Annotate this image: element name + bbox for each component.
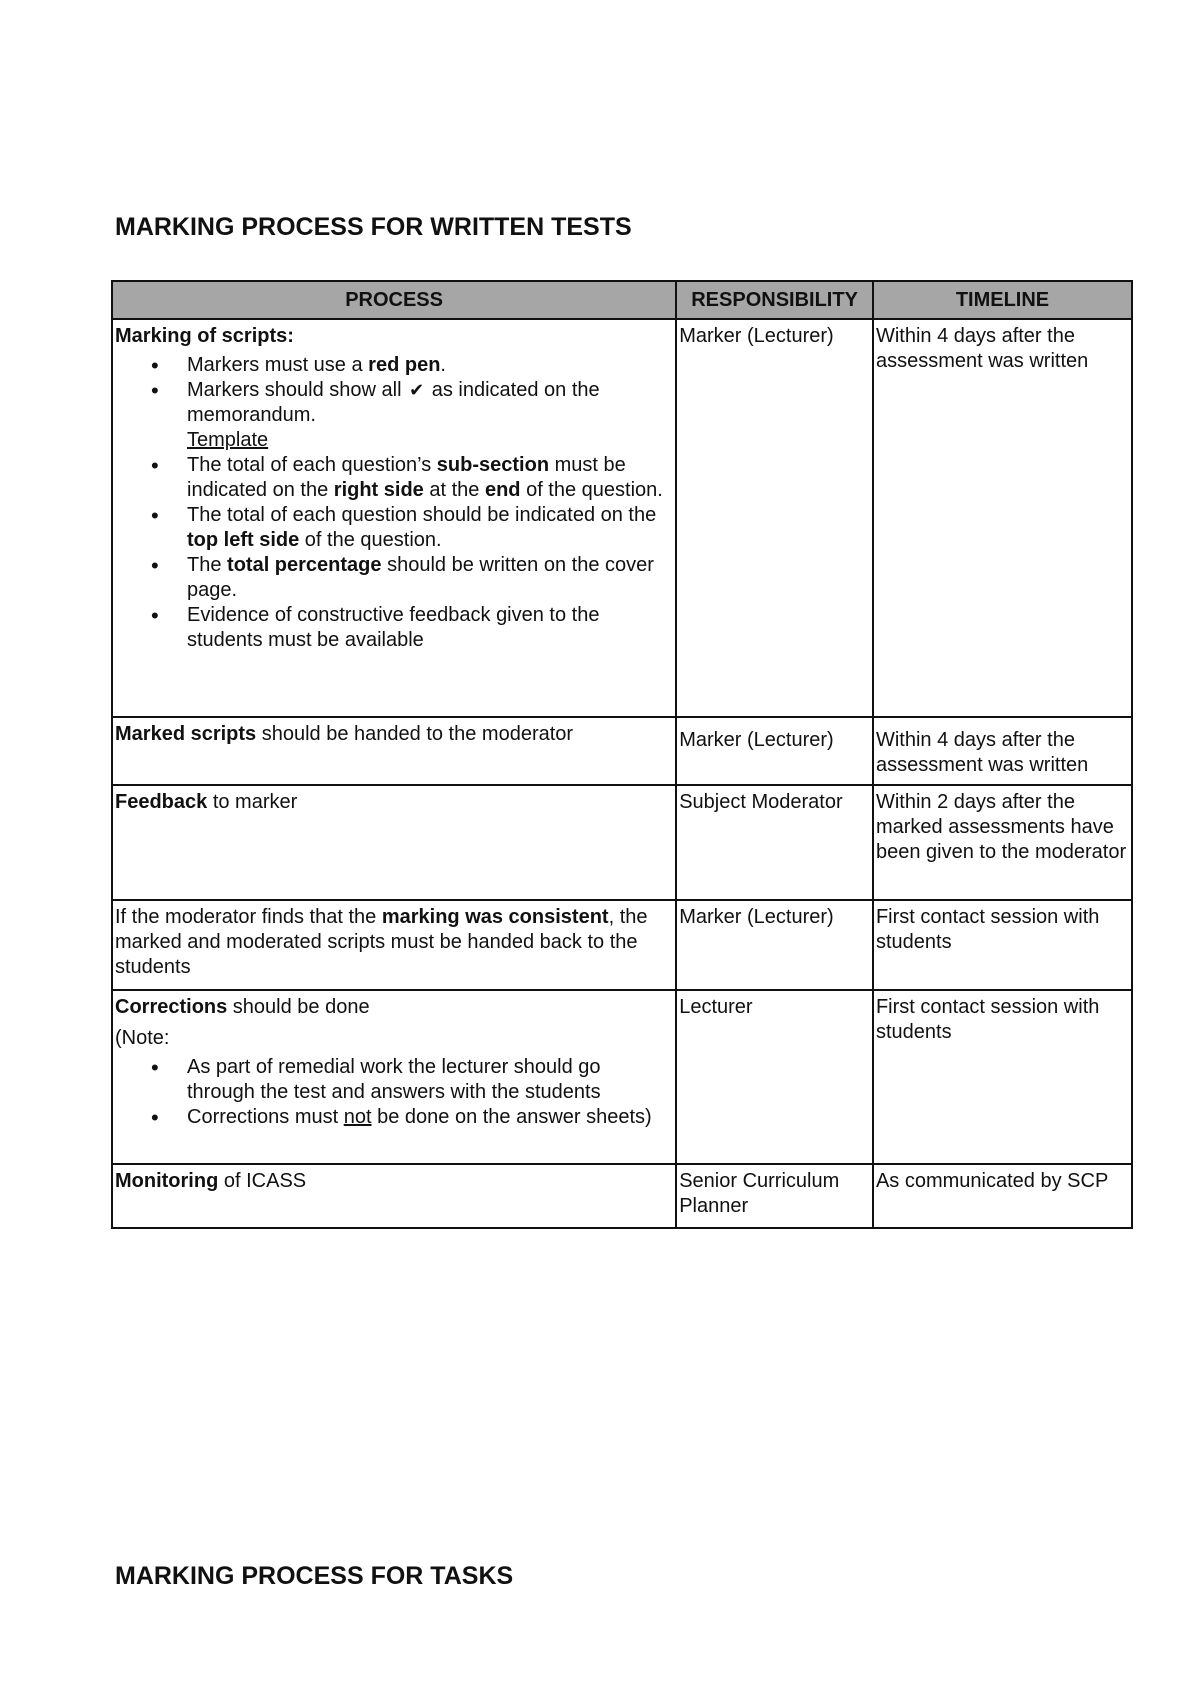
table-row — [112, 1164, 1132, 1228]
list-item — [187, 553, 673, 603]
text: of the question. — [520, 479, 663, 501]
bullet-list — [115, 353, 673, 653]
text: The total of each question’s — [187, 454, 437, 476]
responsibility-cell — [676, 990, 873, 1164]
responsibility-cell — [676, 717, 873, 785]
process-cell — [112, 990, 676, 1164]
responsibility-text: Subject Moderator — [679, 791, 843, 813]
emphasis: total percentage — [227, 554, 382, 576]
header-responsibility: RESPONSIBILITY — [676, 281, 873, 319]
table-header-row — [112, 281, 1132, 319]
list-item — [187, 378, 673, 453]
text: If the moderator finds that the — [115, 906, 382, 928]
text: Markers should show all — [187, 379, 408, 401]
timeline-text: Within 4 days after the assessment was written — [875, 325, 1089, 372]
list-item — [187, 503, 673, 553]
timeline-cell — [873, 717, 1132, 785]
process-cell — [112, 717, 676, 785]
list-item — [187, 603, 673, 653]
timeline-cell — [873, 990, 1132, 1164]
timeline-text: Within 2 days after the marked assessments have been given to the moderator — [875, 791, 1127, 863]
header-timeline: TIMELINE — [873, 281, 1132, 319]
table-row — [112, 319, 1132, 717]
text: Markers must use a — [187, 354, 369, 376]
responsibility-cell — [676, 319, 873, 717]
text: should be handed to the moderator — [256, 723, 574, 745]
emphasis: Monitoring — [115, 1170, 219, 1192]
emphasis: red pen — [368, 354, 441, 376]
checkmark-icon: ✔ — [409, 380, 425, 400]
text: . — [440, 354, 446, 376]
responsibility-cell — [676, 900, 873, 990]
timeline-text: As communicated by SCP — [875, 1170, 1109, 1192]
process-cell — [112, 1164, 676, 1228]
responsibility-cell — [676, 785, 873, 900]
emphasis: end — [484, 479, 521, 501]
timeline-text: First contact session with students — [875, 906, 1100, 953]
text: The — [187, 554, 228, 576]
text: to marker — [207, 791, 298, 813]
responsibility-text: Marker (Lecturer) — [679, 906, 834, 928]
text: should be done — [227, 996, 370, 1018]
responsibility-text: Marker (Lecturer) — [679, 729, 834, 751]
list-item — [187, 1105, 673, 1130]
emphasis: right side — [333, 479, 424, 501]
process-cell — [112, 319, 676, 717]
list-item — [187, 353, 673, 378]
emphasis: marking was consistent — [381, 906, 609, 928]
emphasis: not — [343, 1106, 372, 1128]
timeline-cell — [873, 900, 1132, 990]
emphasis: Marked scripts — [115, 723, 257, 745]
responsibility-cell — [676, 1164, 873, 1228]
table-row — [112, 717, 1132, 785]
row-heading: Marking of scripts: — [115, 325, 294, 347]
page-title-written-tests: MARKING PROCESS FOR WRITTEN TESTS — [115, 213, 632, 241]
process-cell — [112, 785, 676, 900]
template-link[interactable]: Template — [187, 429, 269, 451]
timeline-text: First contact session with students — [875, 996, 1100, 1043]
emphasis: Feedback — [115, 791, 208, 813]
text: of ICASS — [218, 1170, 307, 1192]
table-row — [112, 900, 1132, 990]
responsibility-text: Lecturer — [679, 996, 753, 1018]
page-title-tasks: MARKING PROCESS FOR TASKS — [115, 1562, 514, 1590]
marking-process-table — [111, 280, 1133, 1229]
text: be done on the answer sheets) — [371, 1106, 652, 1128]
header-process: PROCESS — [112, 281, 676, 319]
table-row — [112, 785, 1132, 900]
timeline-cell — [873, 319, 1132, 717]
list-item — [187, 453, 673, 503]
text: as indicated on the memorandum. — [187, 379, 600, 426]
text: at the — [423, 479, 485, 501]
text: of the question. — [299, 529, 442, 551]
list-item — [187, 1055, 673, 1105]
emphasis: top left side — [187, 529, 300, 551]
emphasis: sub-section — [436, 454, 550, 476]
text: As part of remedial work the lecturer should go through the test and answers with the students — [187, 1056, 601, 1103]
responsibility-text: Marker (Lecturer) — [679, 325, 834, 347]
process-cell — [112, 900, 676, 990]
text: Evidence of constructive feedback given to the students must be available — [187, 604, 600, 651]
emphasis: Corrections — [115, 996, 228, 1018]
timeline-cell — [873, 1164, 1132, 1228]
text: The total of each question should be indicated on the — [187, 504, 657, 526]
responsibility-text: Senior Curriculum Planner — [679, 1170, 840, 1217]
text: , the marked and moderated scripts must be handed back to the students — [115, 906, 648, 978]
timeline-cell — [873, 785, 1132, 900]
text: Corrections must — [187, 1106, 344, 1128]
note-label: (Note: — [115, 1027, 170, 1049]
bullet-list — [115, 1055, 673, 1130]
text: should be written on the cover page. — [187, 554, 654, 601]
timeline-text: Within 4 days after the assessment was written — [875, 729, 1089, 776]
text: must be indicated on the — [187, 454, 626, 501]
table-row — [112, 990, 1132, 1164]
